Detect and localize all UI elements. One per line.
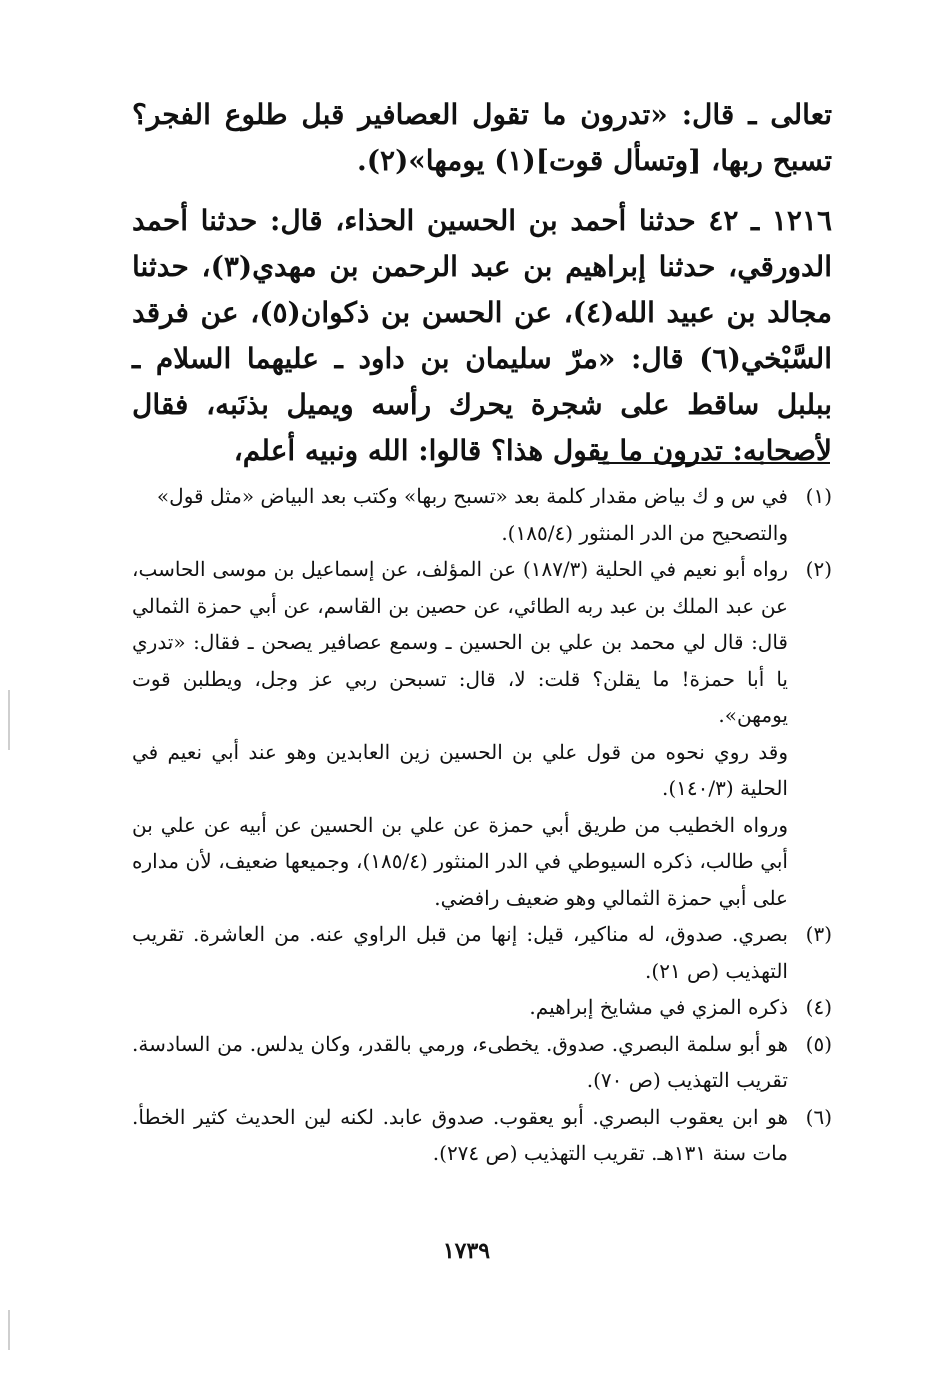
footnote-3 xyxy=(132,916,832,989)
scan-edge-mark xyxy=(8,690,10,750)
footnote-text xyxy=(132,1099,788,1172)
footnote-number: (٣) xyxy=(805,922,832,946)
footnote-text xyxy=(132,1026,788,1099)
footnote-line: ذكره المزي في مشايخ إبراهيم. xyxy=(529,995,788,1019)
footnote-line: بصري. صدوق، له مناكير، قيل: إنها من قبل الراوي عنه. من العاشرة. تقريب التهذيب (ص ٢١). xyxy=(132,922,788,983)
footnote-text xyxy=(132,478,788,551)
footnote-line: ورواه الخطيب من طريق أبي حمزة عن علي بن الحسين عن أبيه عن علي بن أبي طالب، ذكره السيوطي في الدر المنثور (١٨٥/٤)، وجميعها ضعيف، لأن مداره على أبي حمزة الثمالي وهو ضعيف رافضي. xyxy=(132,812,788,910)
footnote-number: (١) xyxy=(805,484,832,508)
page-number: ١٧٣٩ xyxy=(442,1238,491,1264)
footnote-number: (٥) xyxy=(805,1031,832,1056)
footnote-separator xyxy=(598,462,830,464)
footnote-text xyxy=(132,916,788,989)
main-paragraph: تعالى ـ قال: «تدرون ما تقول العصافير قبل طلوع الفجر؟ تسبح ربها، [وتسأل قوت](١) يومها»(٢). xyxy=(132,98,832,177)
footnote-6 xyxy=(132,1099,832,1172)
footnote-number: (٦) xyxy=(805,1104,832,1129)
footnote-text xyxy=(132,551,788,916)
footnote-2 xyxy=(132,551,832,916)
hadith-paragraph: ١٢١٦ ـ ٤٢ حدثنا أحمد بن الحسين الحذاء، قال: حدثنا أحمد الدورقي، حدثنا إبراهيم بن عبد الرحمن بن مهدي(٣)، حدثنا مجالد بن عبيد الله(٤)، عن الحسن بن ذكوان(٥)، عن فرقد السَّبْخي(٦) قال: «مرّ سليمان بن داود ـ عليهما السلام ـ ببلبل ساقط على شجرة يحرك رأسه ويميل بذنَبه، فقال لأصحابه: تدرون ما يقول هذا؟ قالوا: الله ونبيه أعلم، xyxy=(132,204,833,467)
footnote-4 xyxy=(132,989,832,1026)
footnote-1 xyxy=(132,478,832,551)
main-text xyxy=(132,92,832,474)
footnote-line: وقد روي نحوه من قول علي بن الحسين زين العابدين وهو عند أبي نعيم في الحلية (١٤٠/٣). xyxy=(132,739,788,800)
footnote-line: هو ابن يعقوب البصري. أبو يعقوب. صدوق عابد. لكنه لين الحديث كثير الخطأ. مات سنة ١٣١هـ. تقريب التهذيب (ص ٢٧٤). xyxy=(132,1104,788,1165)
footnote-number: (٢) xyxy=(805,557,832,581)
footnote-text xyxy=(132,989,788,1026)
footnote-line: والتصحيح من الدر المنثور (١٨٥/٤). xyxy=(501,520,788,545)
footnote-line: هو أبو سلمة البصري. صدوق. يخطىء، ورمي بالقدر، وكان يدلس. من السادسة. تقريب التهذيب (ص ٧٠). xyxy=(132,1031,788,1092)
footnotes xyxy=(132,478,832,1172)
footnote-5 xyxy=(132,1026,832,1099)
footnote-line: رواه أبو نعيم في الحلية (١٨٧/٣) عن المؤلف، عن إسماعيل بن موسى الحاسب، عن عبد الملك بن عبد ربه الطائي، عن حصين بن القاسم، عن أبي حمزة الثمالي قال: قال لي محمد بن علي بن الحسين ـ وسمع عصافير يصحن ـ فقال: «تدري يا أبا حمزة! ما يقلن؟ قلت: لا، قال: تسبحن ربي عز وجل، ويطلبن قوت يومهن». xyxy=(132,557,788,727)
scan-edge-mark xyxy=(8,1310,10,1350)
footnote-line: في س و ك بياض مقدار كلمة بعد «تسبح ربها» وكتب بعد البياض «مثل قول» xyxy=(156,484,788,508)
footnote-number: (٤) xyxy=(805,995,832,1019)
